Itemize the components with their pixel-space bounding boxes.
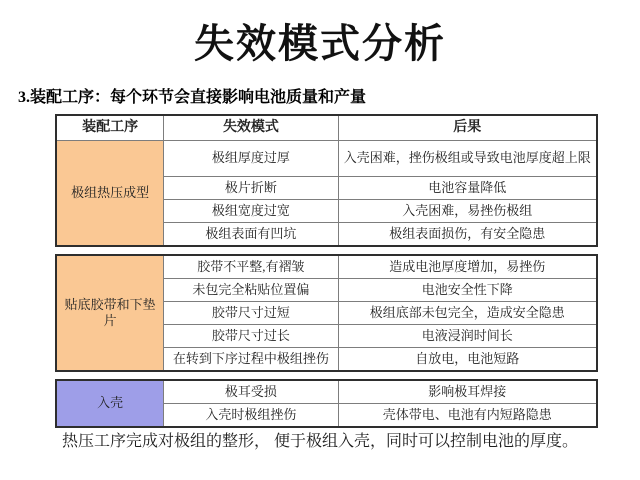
mode-cell: 胶带不平整,有褶皱 xyxy=(164,255,338,279)
mode-cell: 极耳受损 xyxy=(164,380,338,404)
footer-note: 热压工序完成对极组的整形， 便于极组入壳，同时可以控制电池的厚度。 xyxy=(61,433,578,450)
mode-cell: 极组表面有凹坑 xyxy=(164,223,338,247)
consequence-cell: 极组底部未包完全，造成安全隐患 xyxy=(338,302,597,325)
consequence-cell: 极组表面损伤，有安全隐患 xyxy=(338,223,597,247)
fmea-table-bottom-tape xyxy=(55,254,598,372)
table-row xyxy=(56,255,597,279)
table-header-row xyxy=(56,115,597,141)
mode-cell: 未包完全粘贴位置偏 xyxy=(164,279,338,302)
fmea-table-hot-press xyxy=(55,114,598,247)
fmea-tables-container xyxy=(55,114,598,435)
mode-cell: 极组宽度过宽 xyxy=(164,200,338,223)
header-cell-consequence: 后果 xyxy=(338,115,597,141)
page-title: 失效模式分析 xyxy=(194,21,446,66)
header-cell-process: 装配工序 xyxy=(56,115,164,141)
consequence-cell: 壳体带电、电池有内短路隐患 xyxy=(338,404,597,428)
mode-cell: 极片折断 xyxy=(164,177,338,200)
table-row xyxy=(56,380,597,404)
header-cell-failure-mode: 失效模式 xyxy=(164,115,338,141)
mode-cell: 胶带尺寸过长 xyxy=(164,325,338,348)
consequence-cell: 影响极耳焊接 xyxy=(338,380,597,404)
mode-cell: 极组厚度过厚 xyxy=(164,141,338,177)
fmea-table-case-insertion xyxy=(55,379,598,428)
consequence-cell: 入壳困难，挫伤极组或导致电池厚度超上限 xyxy=(338,141,597,177)
slide-subtitle: 3.装配工序：每个环节会直接影响电池质量和产量 xyxy=(18,89,367,106)
table-row xyxy=(56,141,597,177)
process-cell-case-insertion: 入壳 xyxy=(56,380,164,427)
mode-cell: 入壳时极组挫伤 xyxy=(164,404,338,428)
mode-cell: 在转到下序过程中极组挫伤 xyxy=(164,348,338,372)
consequence-cell: 电池安全性下降 xyxy=(338,279,597,302)
consequence-cell: 造成电池厚度增加，易挫伤 xyxy=(338,255,597,279)
process-cell-hot-press: 极组热压成型 xyxy=(56,141,164,247)
process-cell-bottom-tape: 贴底胶带和下垫片 xyxy=(56,255,164,371)
consequence-cell: 电液浸润时间长 xyxy=(338,325,597,348)
mode-cell: 胶带尺寸过短 xyxy=(164,302,338,325)
consequence-cell: 自放电，电池短路 xyxy=(338,348,597,372)
consequence-cell: 电池容量降低 xyxy=(338,177,597,200)
consequence-cell: 入壳困难，易挫伤极组 xyxy=(338,200,597,223)
